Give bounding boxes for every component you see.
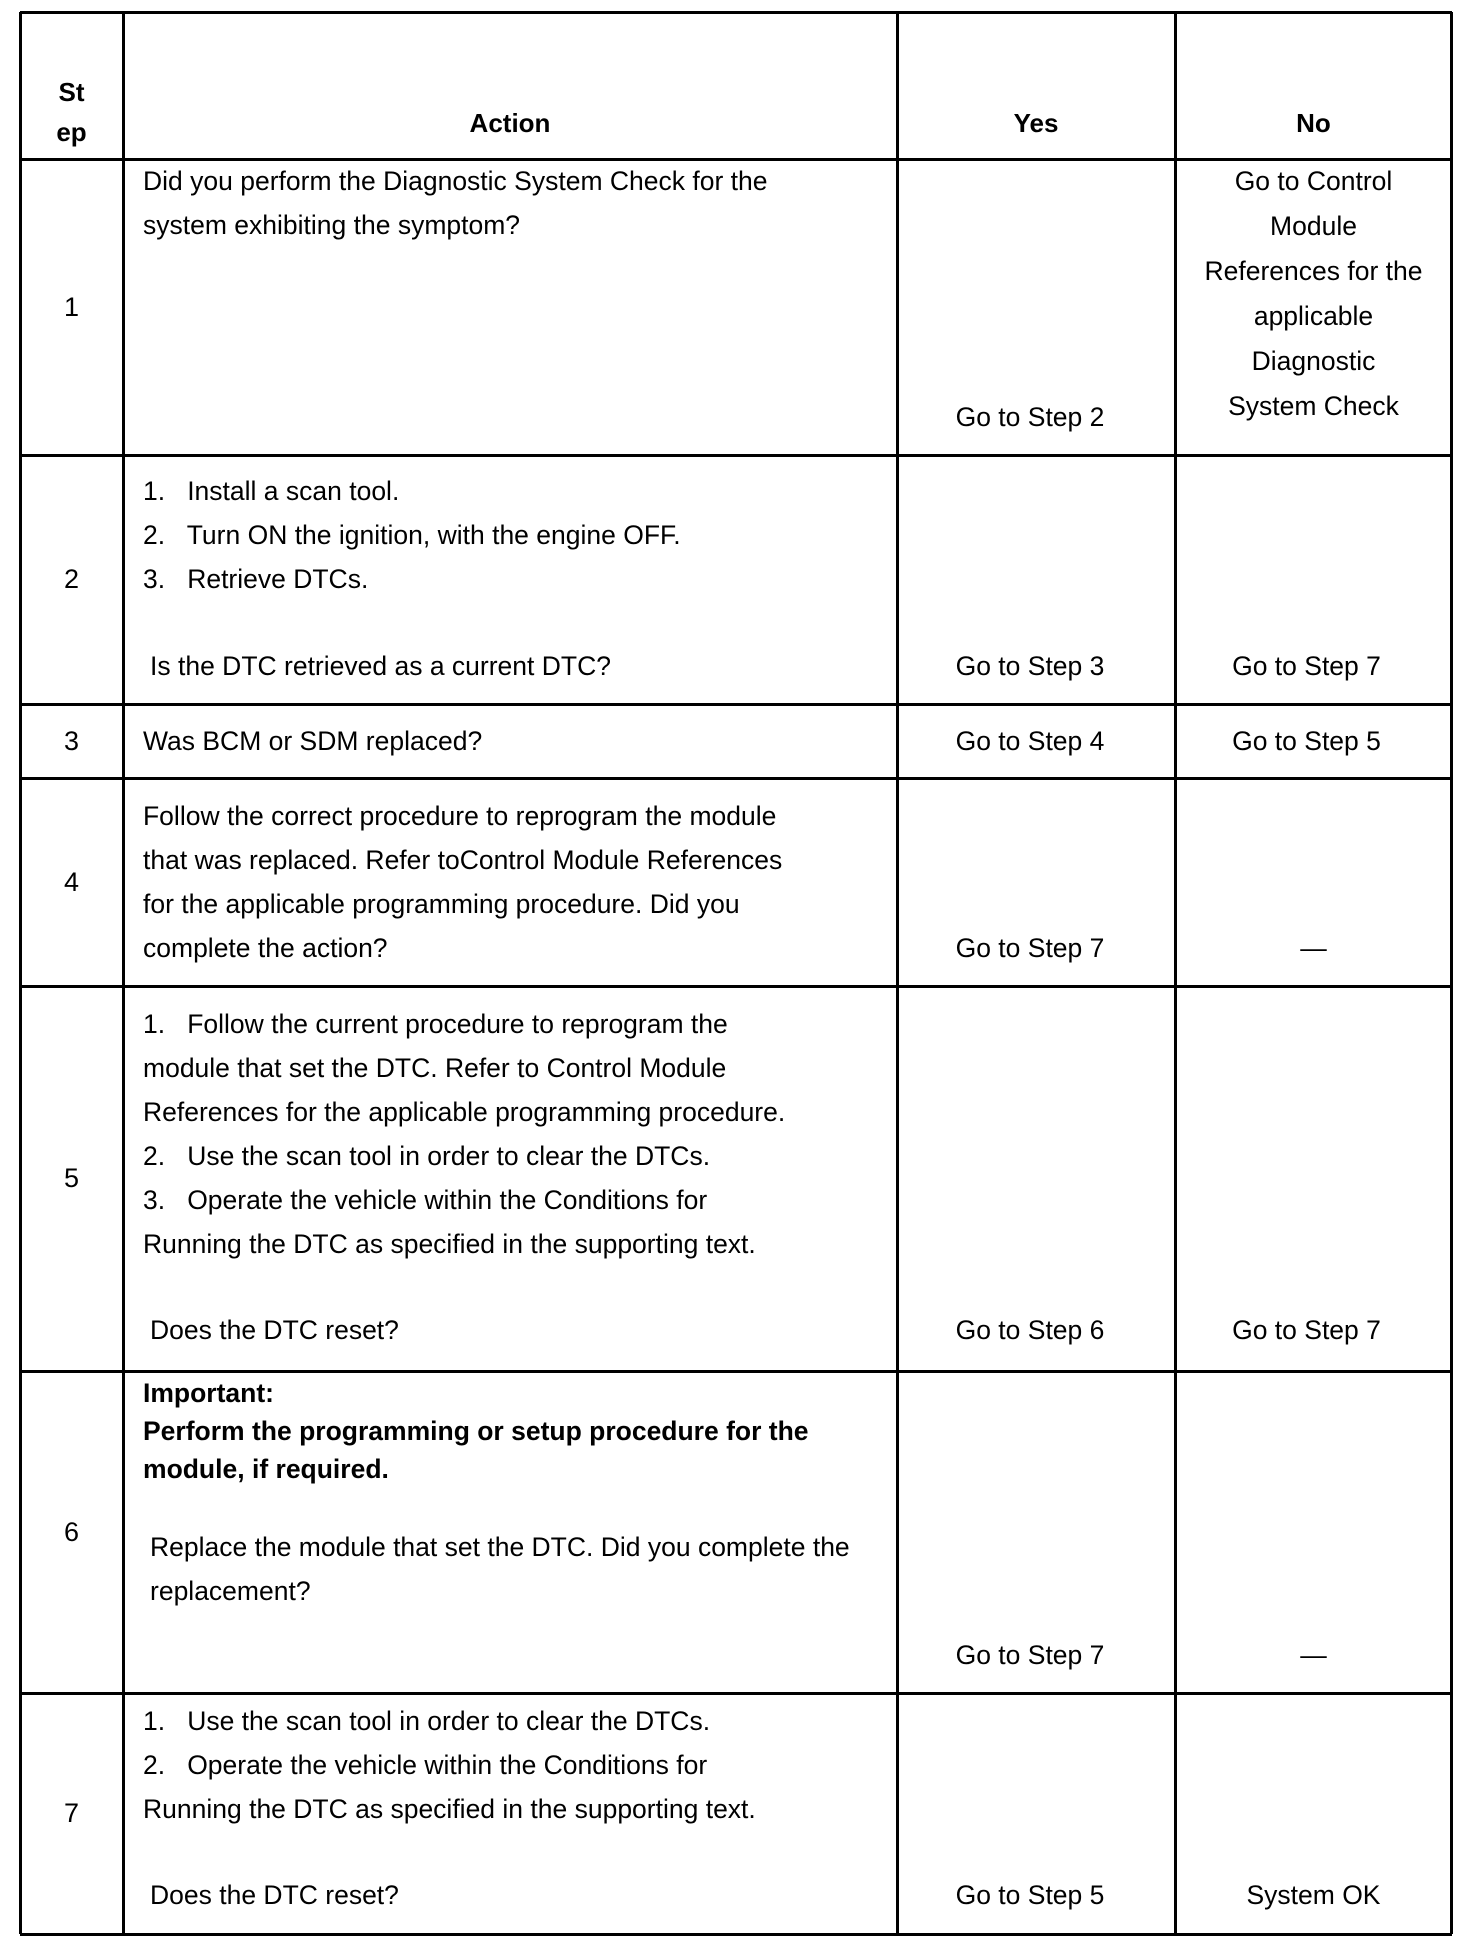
table-row [20,704,1452,778]
action-line: Was BCM or SDM replaced? [143,726,483,756]
action-line: that was replaced. Refer toControl Module References [143,845,783,875]
header-no-label: No [1296,108,1331,138]
table-row [20,455,1452,704]
no-cell [1175,1693,1452,1934]
row-divider [20,703,1452,706]
step-number: 5 [63,1163,80,1193]
row-divider [20,1692,1452,1695]
important-label: Important: [143,1378,275,1408]
action-line: Does the DTC reset? [150,1880,399,1910]
step-number: 2 [63,564,80,594]
no-cell [1175,704,1452,778]
row-divider [20,1370,1452,1373]
header-step [20,12,123,159]
header-step-line2: ep [56,117,87,147]
no-cell [1175,159,1452,455]
table-border-top [20,11,1452,14]
action-line: 2. Turn ON the ignition, with the engine OFF. [143,520,681,550]
header-no [1175,12,1452,159]
no-result: — [1300,933,1327,963]
header-step-line1: St [58,77,85,107]
action-line: replacement? [150,1576,311,1606]
no-line: System Check [1228,391,1399,421]
important-text: Perform the programming or setup procedure for the [143,1416,809,1446]
no-result: Go to Step 7 [1232,1315,1381,1345]
yes-result: Go to Step 3 [955,651,1105,681]
column-divider [1174,12,1177,1934]
action-cell [123,1371,897,1693]
no-line: Diagnostic [1251,346,1376,376]
header-action [123,12,897,159]
action-line: 1. Use the scan tool in order to clear the DTCs. [143,1706,711,1736]
action-line: Running the DTC as specified in the supporting text. [143,1229,756,1259]
action-cell [123,704,897,778]
no-cell [1175,455,1452,704]
no-result: System OK [1246,1880,1381,1910]
no-cell [1175,778,1452,986]
step-number: 3 [63,725,80,756]
yes-result: Go to Step 4 [955,726,1105,756]
action-cell [123,455,897,704]
no-cell [1175,1371,1452,1693]
important-text: module, if required. [143,1454,389,1484]
yes-cell [897,986,1175,1371]
yes-cell [897,1693,1175,1934]
action-line: Did you perform the Diagnostic System Check for the [143,166,768,196]
action-line: 3. Operate the vehicle within the Conditions for [143,1185,708,1215]
action-line: 1. Install a scan tool. [143,476,400,506]
yes-cell [897,455,1175,704]
yes-result: Go to Step 6 [955,1315,1105,1345]
yes-cell [897,1371,1175,1693]
row-divider [20,985,1452,988]
table-row [20,159,1452,455]
action-cell [123,778,897,986]
no-line: Module [1270,211,1357,241]
yes-cell [897,778,1175,986]
no-line: Go to Control [1234,166,1393,196]
action-line: 1. Follow the current procedure to reprogram the [143,1009,728,1039]
action-cell [123,986,897,1371]
no-cell [1175,986,1452,1371]
no-result: Go to Step 7 [1232,651,1381,681]
row-divider [20,777,1452,780]
yes-cell [897,704,1175,778]
row-divider [20,454,1452,457]
action-line: Running the DTC as specified in the supporting text. [143,1794,756,1824]
action-line: Follow the correct procedure to reprogram the module [143,801,777,831]
action-line: Replace the module that set the DTC. Did you complete the [150,1532,850,1562]
step-number: 1 [63,291,80,322]
no-result: Go to Step 5 [1232,726,1381,756]
no-result: — [1300,1640,1327,1670]
row-divider [20,158,1452,161]
table-border-bottom [20,1933,1452,1936]
column-divider [896,12,899,1934]
action-line: Does the DTC reset? [150,1315,399,1345]
action-line: References for the applicable programming procedure. [143,1097,786,1127]
action-cell [123,1693,897,1934]
yes-result: Go to Step 5 [955,1880,1105,1910]
action-line: for the applicable programming procedure. Did you [143,889,740,919]
no-line: applicable [1253,301,1374,331]
table-row [20,986,1452,1371]
action-line: 2. Use the scan tool in order to clear the DTCs. [143,1141,711,1171]
header-row [20,12,1452,159]
table-row [20,1693,1452,1934]
step-number: 4 [63,866,80,897]
step-number: 7 [63,1798,80,1828]
header-yes [897,12,1175,159]
table-row [20,1371,1452,1693]
step-number: 6 [63,1516,80,1547]
table-border-left [19,12,22,1934]
yes-result: Go to Step 2 [955,402,1105,432]
column-divider [122,12,125,1934]
header-yes-label: Yes [1013,108,1059,138]
action-line: Is the DTC retrieved as a current DTC? [150,651,611,681]
table-row [20,778,1452,986]
yes-cell [897,159,1175,455]
action-line: module that set the DTC. Refer to Control Module [143,1053,727,1083]
no-line: References for the [1204,256,1423,286]
header-action-label: Action [469,108,551,138]
action-line: system exhibiting the symptom? [143,210,521,240]
action-cell [123,159,897,455]
table-border-right [1450,12,1453,1934]
action-line: complete the action? [143,933,388,963]
yes-result: Go to Step 7 [955,1640,1105,1670]
action-line: 3. Retrieve DTCs. [143,564,369,594]
yes-result: Go to Step 7 [955,933,1105,963]
action-line: 2. Operate the vehicle within the Conditions for [143,1750,708,1780]
